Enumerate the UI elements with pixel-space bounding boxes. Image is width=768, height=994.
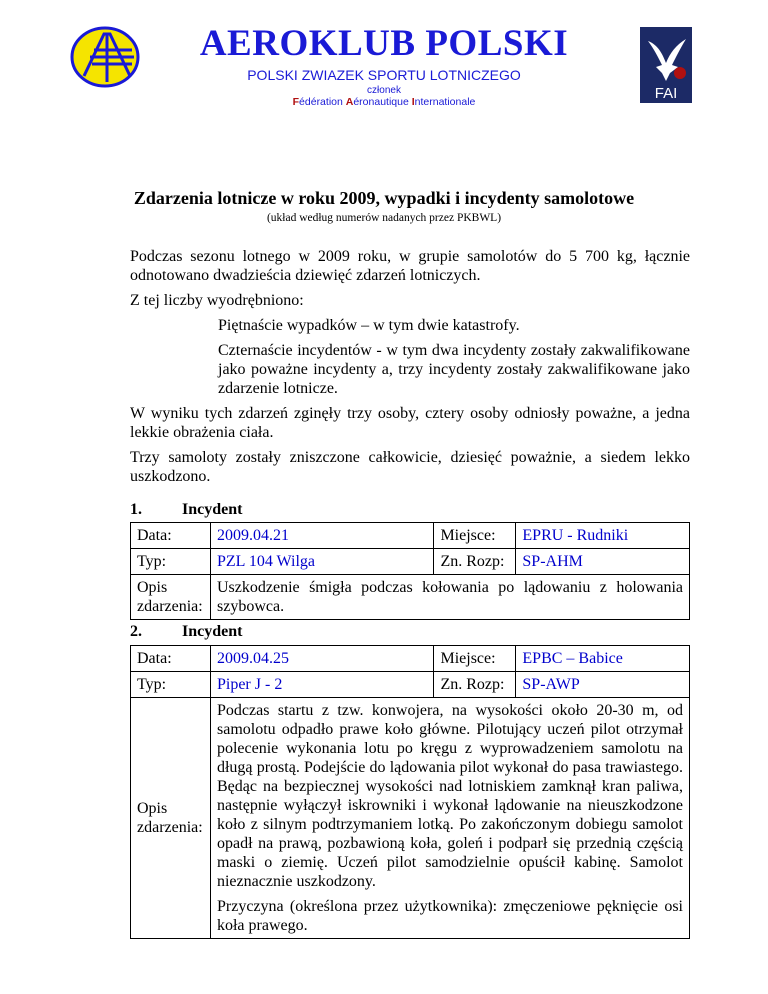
event-cause: Przyczyna (określona przez użytkownika): zmęczeniowe pęknięcie osi koła prawego. [216, 898, 683, 934]
event-1-heading: 1. Incydent [130, 501, 243, 518]
type-label: Typ: [131, 672, 211, 698]
event-2-table [130, 645, 690, 939]
document-title: Zdarzenia lotnicze w roku 2009, wypadki i incydenty samolotowe [133, 188, 635, 208]
casualties-paragraph: W wyniku tych zdarzeń zginęły trzy osoby, cztery osoby odniosły poważne, a jedna lekkie obrażenia ciała. [130, 405, 690, 441]
event-reg: SP-AHM [516, 549, 690, 575]
event-description-cell [210, 698, 689, 939]
incidents-paragraph: Czternaście incydentów - w tym dwa incydenty zostały zakwalifikowane jako poważne incydenty a, trzy incydenty zostały zakwalifikowane jako zdarzenie lotnicze. [218, 342, 690, 397]
accidents-paragraph: Piętnaście wypadków – w tym dwie katastrofy. [218, 317, 520, 334]
fai-logo-text: FAI [654, 85, 678, 102]
fai-logo-icon [640, 27, 692, 103]
place-label: Miejsce: [434, 523, 516, 549]
damage-paragraph: Trzy samoloty zostały zniszczone całkowicie, dziesięć poważnie, a siedem lekko uszkodzono. [130, 449, 690, 485]
date-label: Data: [131, 523, 211, 549]
date-label: Data: [131, 646, 211, 672]
reg-label: Zn. Rozp: [434, 549, 516, 575]
type-label: Typ: [131, 549, 211, 575]
event-place: EPBC – Babice [516, 646, 690, 672]
desc-label: Opis zdarzenia: [131, 698, 211, 939]
event-2-heading: 2. Incydent [130, 623, 243, 640]
org-name: AEROKLUB POLSKI [199, 23, 569, 64]
intro-paragraph: Podczas sezonu lotnego w 2009 roku, w grupie samolotów do 5 700 kg, łącznie odnotowano dwadzieścia dziewięć zdarzeń lotniczych. [130, 248, 690, 284]
member-label: członek [367, 85, 401, 96]
event-description: Uszkodzenie śmigła podczas kołowania po lądowaniu z holowania szybowca. [210, 575, 689, 620]
split-paragraph: Z tej liczby wyodrębniono: [130, 292, 304, 309]
event-description: Podczas startu z tzw. konwojera, na wysokości około 20-30 m, od samolotu odpadło prawe koło główne. Pilotujący uczeń pilot otrzymał polecenie wykonania lotu po kręgu z wyprowadzeniem samolotu na długą prostą. Podejście do lądowania pilot wykonał do pasa trawiastego. Będąc na bezpiecznej wysokości nad lotniskiem zamknął kran paliwa, następnie wyłączył iskrowniki i wykonał lądowanie na nieuszkodzone koło z silnym podtrzymaniem lotką. Po zakończonym dobiegu samolot opadł na prawą, pozbawioną koła, goleń i podparł się przednią częścią maski o ziemię. Uczeń pilot samodzielnie opuścił kabinę. Samolot nieznacznie uszkodzony. [216, 702, 683, 890]
place-label: Miejsce: [434, 646, 516, 672]
event-reg: SP-AWP [516, 672, 690, 698]
event-place: EPRU - Rudniki [516, 523, 690, 549]
event-1-table [130, 522, 690, 620]
org-subtitle: POLSKI ZWIAZEK SPORTU LOTNICZEGO [247, 67, 521, 83]
aeroklub-logo-icon [70, 26, 140, 88]
desc-label: Opis zdarzenia: [131, 575, 211, 620]
event-date: 2009.04.21 [210, 523, 433, 549]
document-note: (układ według numerów nadanych przez PKBWL) [266, 212, 502, 224]
event-type: PZL 104 Wilga [210, 549, 433, 575]
event-date: 2009.04.25 [210, 646, 433, 672]
reg-label: Zn. Rozp: [434, 672, 516, 698]
event-type: Piper J - 2 [210, 672, 433, 698]
fai-fullname: Fédération Aéronautique Internationale [292, 96, 476, 108]
